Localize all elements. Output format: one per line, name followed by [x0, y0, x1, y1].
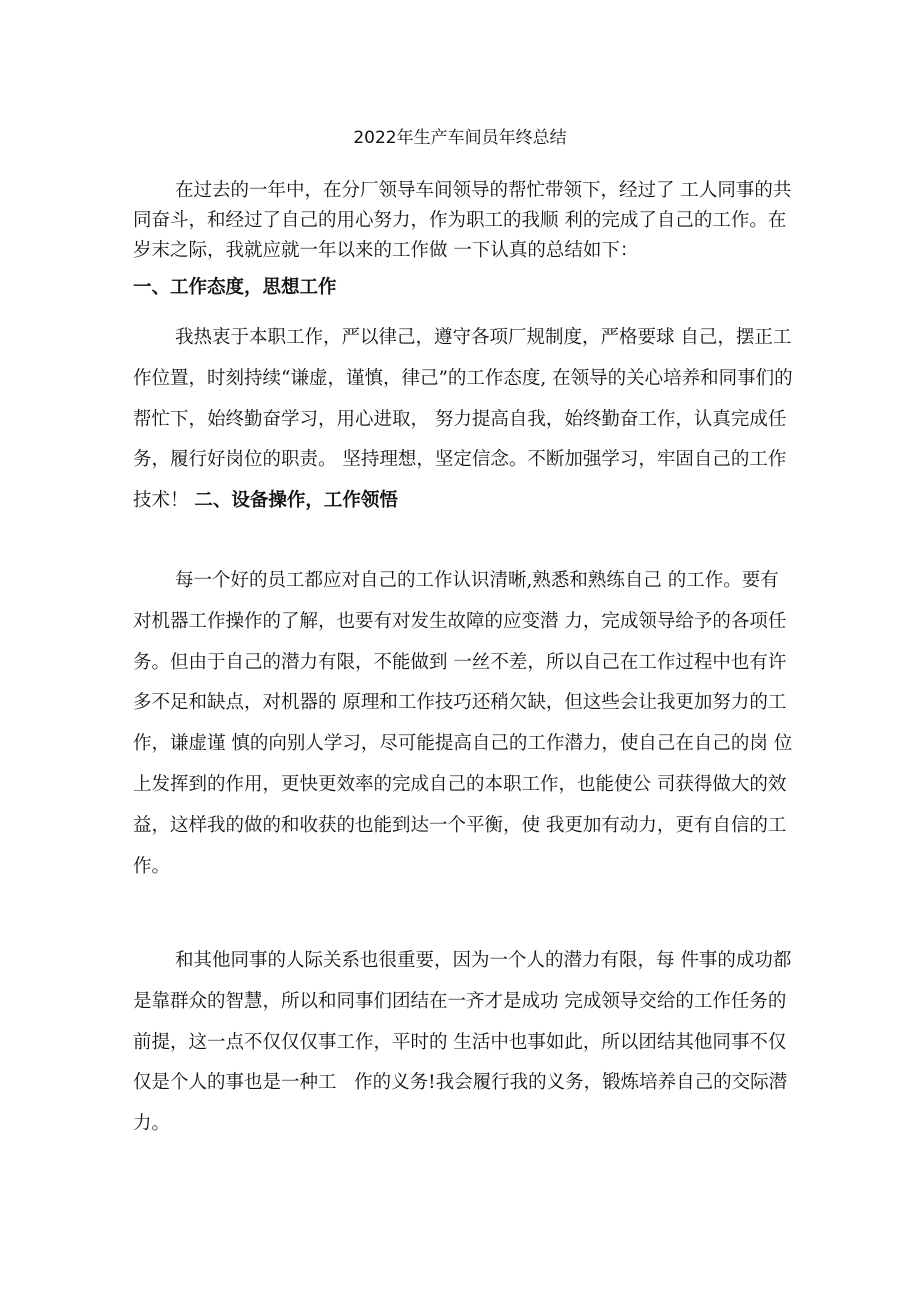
- section-body-attitude: 我热衷于本职工作，严以律己，遵守各项厂规制度，严格要球 自己，摆正工作位置，时刻持续“谦虚，谨慎，律己”的工作态度, 在领导的关心培养和同事们的帮忙下，始终勤奋学习，用心进取， 努力提高自我，始终勤奋工作，认真完成任务，履行好岗位的职责。 坚持理想，坚定信念。不断加强学习，牢固自己的工作技术！: [133, 327, 793, 512]
- section-paragraph-relations: 和其他同事的人际关系也很重要，因为一个人的潜力有限，每 件事的成功都是靠群众的智慧，所以和同事们团结在一齐才是成功 完成领导交给的工作任务的前提，这一点不仅仅仅事工作，平时的 生活中也事如此，所以团结其他同事不仅仅是个人的事也是一种工 作的义务!我会履行我的义务，锻炼培养自己的交际潜力。: [133, 950, 792, 1135]
- section-heading-attitude: 一、工作态度，思想工作: [133, 277, 337, 298]
- section-paragraph-equipment: 每一个好的员工都应对自己的工作认识清晰,熟悉和熟练自己 的工作。要有对机器工作操作的了解，也要有对发生故障的应变潜 力，完成领导给予的各项任务。但由于自己的潜力有限，不能做到 一丝不差，所以自己在工作过程中也有许多不足和缺点，对机器的 原理和工作技巧还稍欠缺，但这些会让我更加努力的工作，谦虚谨 慎的向别人学习，尽可能提高自己的工作潜力，使自己在自己的岗 位上发挥到的作用，更快更效率的完成自己的本职工作，也能使公 司获得做大的效益，这样我的做的和收获的也能到达一个平衡，使 我更加有动力，更有自信的工作。: [133, 570, 793, 877]
- intro-paragraph: 在过去的一年中，在分厂领导车间领导的帮忙带领下，经过了 工人同事的共同奋斗，和经过了自己的用心努力，作为职工的我顺 利的完成了自己的工作。在岁末之际，我就应就一年以来的工作做 一下认真的总结如下：: [133, 180, 792, 261]
- section-heading-equipment: 二、设备操作，工作领悟: [194, 490, 398, 512]
- document-title: 2022年生产车间员年终总结: [353, 128, 567, 148]
- section-paragraph-attitude: [133, 318, 793, 522]
